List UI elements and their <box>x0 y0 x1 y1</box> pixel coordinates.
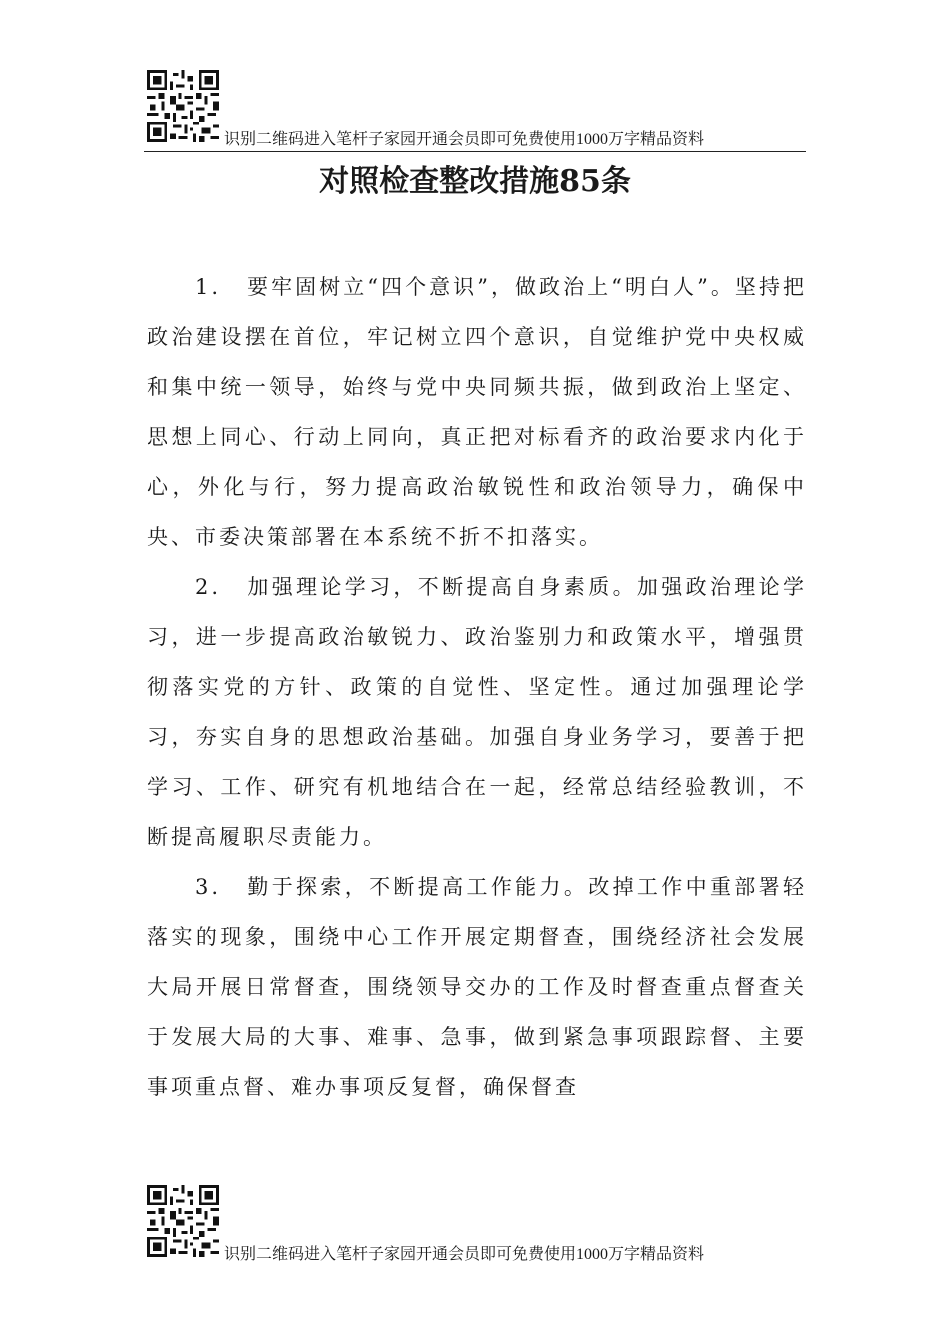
header-banner: 识别二维码进入笔杆子家园开通会员即可免费使用1000万字精品资料 <box>224 131 705 148</box>
paragraph-number: 3. <box>195 875 222 899</box>
paragraph-text: 加强理论学习，不断提高自身素质。加强政治理论学习，进一步提高政治敏锐力、政治鉴别力和政策水平，增强贯彻落实党的方针、政策的自觉性、坚定性。通过加强理论学习，夯实自身的思想政治基础。加强自身业务学习，要善于把学习、工作、研究有机地结合在一起，经常总结经验教训，不断提高履职尽责能力。 <box>147 575 807 849</box>
paragraph-3 <box>147 862 807 1112</box>
paragraph-text: 勤于探索，不断提高工作能力。改掉工作中重部署轻落实的现象，围绕中心工作开展定期督查，围绕经济社会发展大局开展日常督查，围绕领导交办的工作及时督查重点督查关于发展大局的大事、难事、急事，做到紧急事项跟踪督、主要事项重点督、难办事项反复督，确保督查 <box>147 875 807 1099</box>
qr-code-bottom <box>147 1185 219 1257</box>
paragraph-number: 1. <box>195 275 222 299</box>
footer-banner: 识别二维码进入笔杆子家园开通会员即可免费使用1000万字精品资料 <box>224 1246 705 1263</box>
paragraph-number: 2. <box>195 575 222 599</box>
document-body <box>147 262 807 1112</box>
page-title: 对照检查整改措施85条 <box>319 164 631 199</box>
paragraph-text: 要牢固树立“四个意识”，做政治上“明白人”。坚持把政治建设摆在首位，牢记树立四个意识，自觉维护党中央权威和集中统一领导，始终与党中央同频共振，做到政治上坚定、思想上同心、行动上同向，真正把对标看齐的政治要求内化于心，外化与行，努力提高政治敏锐性和政治领导力，确保中央、市委决策部署在本系统不折不扣落实。 <box>147 275 807 549</box>
paragraph-2 <box>147 562 807 862</box>
header-rule <box>144 151 806 152</box>
qr-code-top <box>147 70 219 142</box>
paragraph-1 <box>147 262 807 562</box>
